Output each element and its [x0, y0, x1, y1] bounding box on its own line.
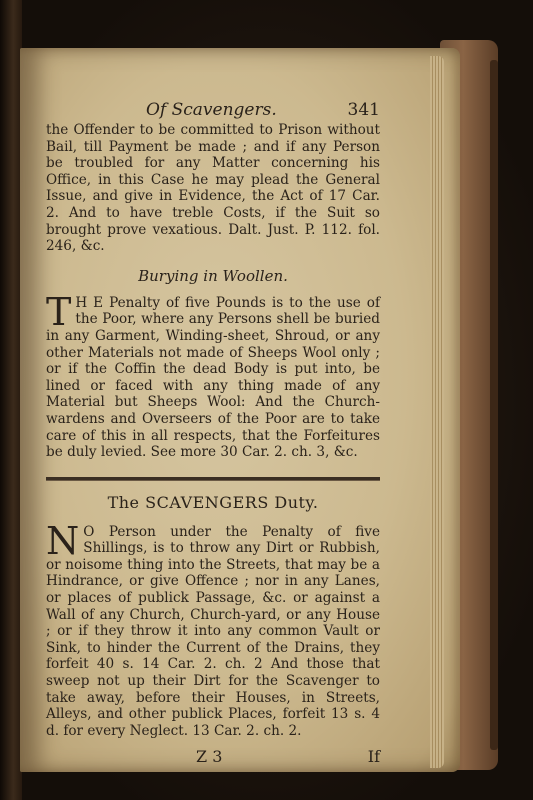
scavengers-text: O Person under the Penalty of five Shillings, is to throw any Dirt or Rubbish, or noisome thing into the Streets, that may be a Hindrance, or give Offence ; nor in any Lanes, or places of publick Passage, &c. or against a Wall of any Church, Church-yard, or any House ; or if they throw it into any common Vault or Sink, to hinder the Current of the Drains, they forfeit 40 s. 14 Car. 2. ch. 2 And those that sweep not up their Dirt for the Scavenger to take away, before their Houses, in Streets, Alleys, and other publick Places, forfeit 13 s. 4 d. for every Neglect. 13 Car. 2. ch. 2.	[46, 523, 380, 739]
cover-edge	[490, 60, 498, 750]
page-footer	[46, 747, 380, 766]
dropcap-t: T	[46, 289, 72, 334]
section-heading-scavengers: The SCAVENGERS Duty.	[107, 492, 319, 512]
scavengers-paragraph	[46, 518, 380, 740]
page-edges	[430, 56, 444, 768]
page-text	[46, 100, 380, 766]
dropcap-n: N	[46, 518, 80, 563]
burying-text: H E Penalty of five Pounds is to the use of the Poor, where any Persons shell be buried in any Garment, Winding-sheet, Shroud, or any other Materials not made of Sheeps Wool only ; or if the Coffin the dead Body is put into, be lined or faced with any thing made of any Material but Sheeps Wool: And the Church-wardens and Overseers of the Poor are to take care of this in all respects, that the Forfeitures be duly levied. See more 30 Car. 2. ch. 3, &c.	[46, 294, 380, 461]
running-head: Of Scavengers.	[146, 100, 277, 120]
burying-paragraph	[46, 289, 380, 461]
section-divider	[46, 477, 380, 481]
continuation-paragraph: the Offender to be committed to Prison without Bail, till Payment be made ; and if any Person be troubled for any Matter concerning his Office, in this Case he may plead the General Issue, and give in Evidence, the Act of 17 Car. 2. And to have treble Costs, if the Suit so brought prove vexatious. Dalt. Just. P. 112. fol. 246, &c.	[46, 122, 380, 255]
book-spine	[0, 0, 22, 800]
page-header	[46, 100, 380, 120]
page-number: 341	[347, 100, 380, 120]
catchword: If	[367, 747, 380, 767]
section-heading-burying: Burying in Woollen.	[138, 266, 288, 285]
signature-mark: Z 3	[196, 747, 223, 767]
